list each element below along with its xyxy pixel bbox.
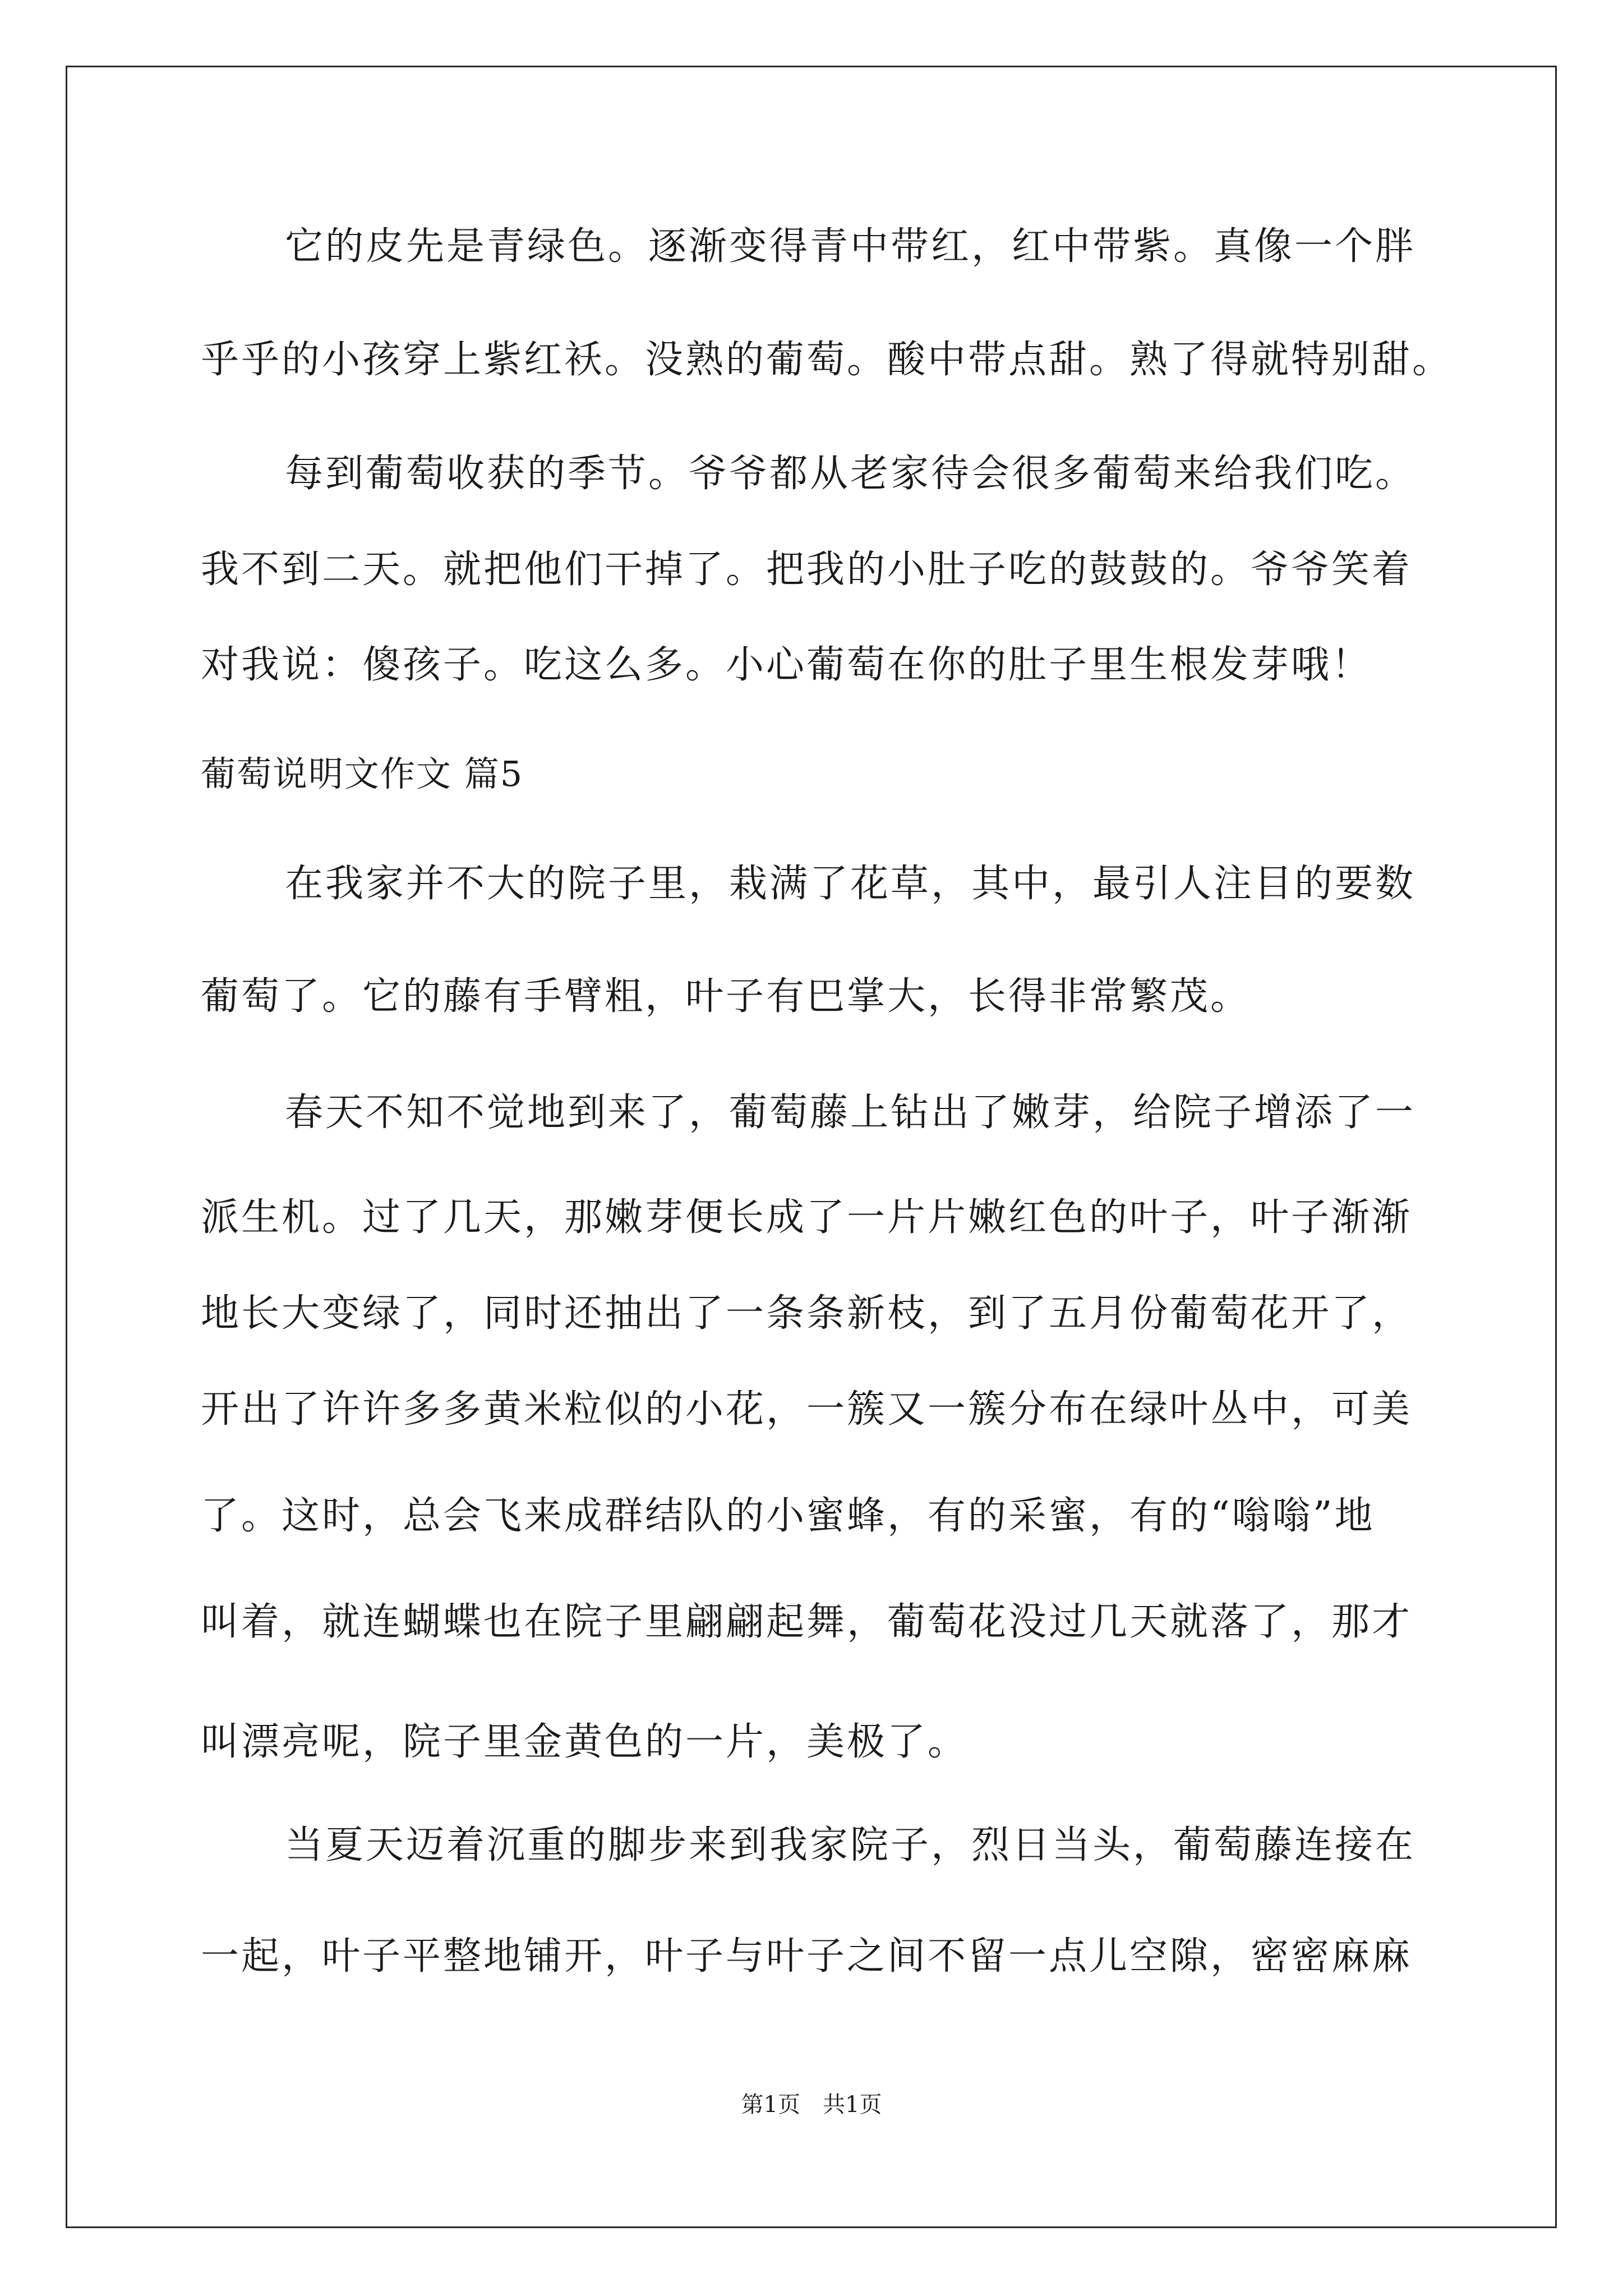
text-line: 葡萄了。它的藤有手臂粗，叶子有巴掌大，长得非常繁茂。	[201, 974, 1251, 1019]
text-line: 每到葡萄收获的季节。爷爷都从老家待会很多葡萄来给我们吃。	[285, 452, 1416, 496]
text-line: 开出了许许多多黄米粒似的小花，一簇又一簇分布在绿叶丛中，可美	[201, 1387, 1413, 1432]
text-line: 一起，叶子平整地铺开，叶子与叶子之间不留一点儿空隙，密密麻麻	[201, 1934, 1413, 1978]
text-line: 地长大变绿了，同时还抽出了一条条新枝，到了五月份葡萄花开了，	[201, 1291, 1413, 1336]
text-line: 在我家并不大的院子里，栽满了花草，其中，最引人注目的要数	[285, 862, 1416, 906]
text-line: 乎乎的小孩穿上紫红袄。没熟的葡萄。酸中带点甜。熟了得就特别甜。	[201, 338, 1453, 382]
text-line: 叫漂亮呢，院子里金黄色的一片，美极了。	[201, 1720, 969, 1764]
text-line: 当夏天迈着沉重的脚步来到我家院子，烈日当头，葡萄藤连接在	[285, 1823, 1416, 1867]
text-line: 了。这时，总会飞来成群结队的小蜜蜂，有的采蜜，有的“嗡嗡”地	[201, 1494, 1375, 1538]
section-heading: 葡萄说明文作文 篇5	[201, 753, 524, 794]
text-line: 我不到二天。就把他们干掉了。把我的小肚子吃的鼓鼓的。爷爷笑着	[201, 547, 1413, 592]
page-border	[66, 66, 1557, 2228]
text-line: 派生机。过了几天，那嫩芽便长成了一片片嫩红色的叶子，叶子渐渐	[201, 1195, 1413, 1240]
text-line: 它的皮先是青绿色。逐渐变得青中带红，红中带紫。真像一个胖	[285, 224, 1416, 269]
text-line: 春天不知不觉地到来了，葡萄藤上钻出了嫩芽，给院子增添了一	[285, 1091, 1416, 1135]
text-line: 对我说：傻孩子。吃这么多。小心葡萄在你的肚子里生根发芽哦！	[201, 643, 1372, 687]
page-footer: 第1页 共1页	[741, 2092, 882, 2118]
text-line: 叫着，就连蝴蝶也在院子里翩翩起舞，葡萄花没过几天就落了，那才	[201, 1600, 1413, 1644]
